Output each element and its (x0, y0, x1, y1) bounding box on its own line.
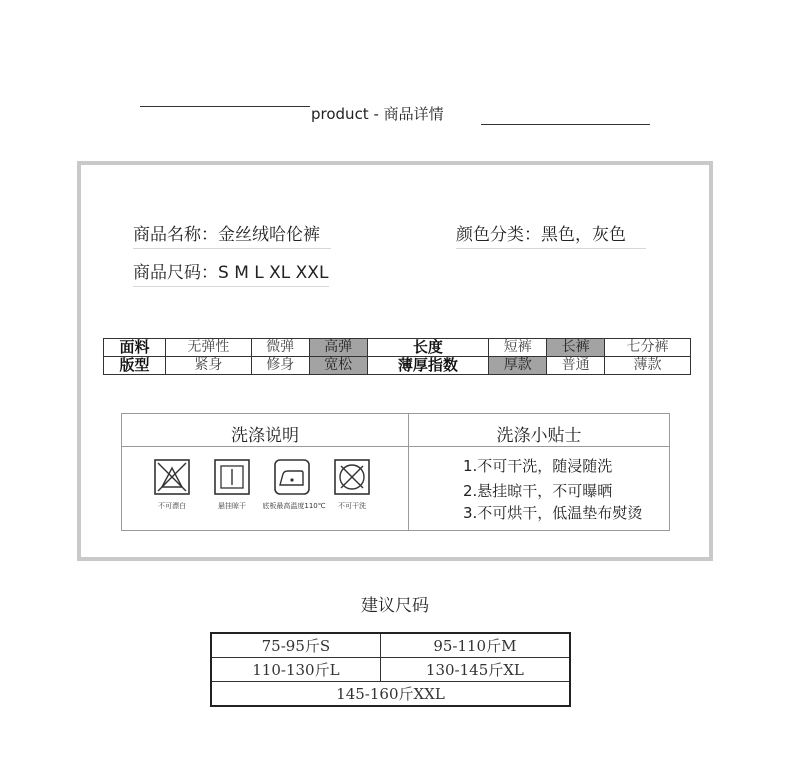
header-right-rule (481, 124, 650, 125)
wash-care-box (121, 413, 670, 531)
table-row (211, 658, 570, 682)
header-title: product - 商品详情 (311, 105, 444, 123)
wash-tips-title: 洗涤小贴士 (496, 426, 582, 446)
product-detail-panel (77, 161, 713, 561)
attribute-row (104, 339, 691, 357)
attr-cell: 厚款 (489, 357, 547, 375)
size-cell: 75-95斤S (211, 633, 380, 658)
attribute-row (104, 357, 691, 375)
table-row (211, 682, 570, 707)
product-colors: 颜色分类：黑色，灰色 (456, 220, 646, 249)
wash-tip: 1.不可干洗，随浸随洗 (463, 457, 613, 475)
size-cell: 95-110斤M (380, 633, 570, 658)
icon-label: 不可干洗 (338, 502, 366, 510)
size-guide-table (210, 632, 571, 707)
attr-cell: 长裤 (547, 339, 605, 357)
wash-tip: 2.悬挂晾干，不可曝晒 (463, 482, 613, 500)
wash-tip: 3.不可烘干，低温垫布熨烫 (463, 504, 643, 522)
product-name: 商品名称：金丝绒哈伦裤 (133, 220, 331, 249)
product-sizes: 商品尺码：S M L XL XXL (133, 258, 329, 287)
wash-divider (122, 446, 669, 447)
hang-dry-icon (214, 459, 250, 495)
attr-cell: 紧身 (165, 357, 251, 375)
size-cell: 145-160斤XXL (211, 682, 570, 707)
icon-label: 悬挂晾干 (218, 502, 246, 510)
attribute-table (103, 338, 691, 375)
table-row (211, 633, 570, 658)
attr-cell: 修身 (251, 357, 309, 375)
attr-cell: 微弹 (251, 339, 309, 357)
iron-110-icon (274, 459, 310, 495)
attr-cell: 薄厚指数 (367, 357, 489, 375)
attr-cell: 面料 (104, 339, 166, 357)
attr-cell: 高弹 (309, 339, 367, 357)
attr-cell: 七分裤 (605, 339, 691, 357)
size-cell: 130-145斤XL (380, 658, 570, 682)
icon-label: 底板最高温度110℃ (262, 502, 326, 510)
attr-cell: 无弹性 (165, 339, 251, 357)
size-cell: 110-130斤L (211, 658, 380, 682)
header-left-rule (140, 106, 310, 107)
icon-label: 不可漂白 (158, 502, 186, 510)
size-guide-title: 建议尺码 (361, 596, 429, 616)
attr-cell: 薄款 (605, 357, 691, 375)
wash-instructions-title: 洗涤说明 (231, 426, 299, 446)
attr-cell: 宽松 (309, 357, 367, 375)
attr-cell: 短裤 (489, 339, 547, 357)
no-bleach-icon (154, 459, 190, 495)
attr-cell: 版型 (104, 357, 166, 375)
attr-cell: 普通 (547, 357, 605, 375)
no-dry-clean-icon (334, 459, 370, 495)
attr-cell: 长度 (367, 339, 489, 357)
